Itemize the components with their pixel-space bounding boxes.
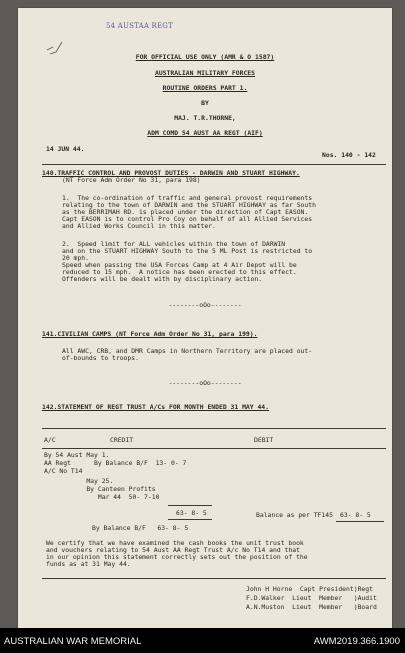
section-141-line: of-bounds to troops. bbox=[62, 354, 139, 362]
divider bbox=[42, 164, 386, 165]
section-140-p1-line: as the BERRIMAH RD. is placed under the direction of Capt EASON. bbox=[62, 208, 309, 216]
balance-label: Balance as per TF145 bbox=[256, 511, 333, 519]
table-header-rule bbox=[42, 448, 386, 449]
header-line-5: MAJ. T.R.THORNE, bbox=[174, 114, 236, 122]
column-debit: DEBIT bbox=[254, 436, 274, 444]
section-140-p2-line: 20 mph. bbox=[62, 254, 89, 262]
footer-institution: AUSTRALIAN WAR MEMORIAL bbox=[4, 636, 142, 647]
ledger-row: By 54 Aust May 1. bbox=[44, 451, 110, 459]
section-140-p2-line: and on the STUART HIGHWAY South to the 5 ML Post is restricted to bbox=[62, 247, 313, 255]
section-140-p1-line: 1. The co-ordination of traffic and general provost requirements bbox=[62, 194, 313, 202]
header-line-4: BY bbox=[201, 99, 209, 107]
ledger-row: Mar 44 50- 7-10 bbox=[44, 493, 160, 501]
header-line-6: ADM COMD 54 AUST AA REGT (AIF) bbox=[147, 129, 263, 137]
column-ac: A/C bbox=[44, 436, 56, 444]
header-line-1: FOR OFFICIAL USE ONLY (AMR & O 1587) bbox=[135, 53, 275, 61]
section-140-title: 140.TRAFFIC CONTROL AND PROVOST DUTIES - DARWIN AND STUART HIGHWAY. bbox=[42, 169, 300, 177]
header-line-2: AUSTRALIAN MILITARY FORCES bbox=[154, 69, 256, 77]
footer-accession-number: AWM2019.366.1900 bbox=[313, 636, 400, 647]
ledger-row: By Canteen Profits bbox=[44, 485, 156, 493]
section-140-reference: (NT Force Adm Order No 31, para 198) bbox=[62, 176, 201, 184]
section-141-title: 141.CIVILIAN CAMPS (NT Force Adm Order No 31, para 199). bbox=[42, 330, 258, 338]
section-142-title: 142.STATEMENT OF REGT TRUST A/Cs FOR MONTH ENDED 31 MAY 44. bbox=[42, 403, 270, 411]
section-140-p2-line: 2. Speed limit for ALL vehicles within the town of DARWIN bbox=[62, 240, 286, 248]
section-140-p1-line: Capt EASON is to control Pro Coy on behalf of all Allied Services bbox=[62, 215, 313, 223]
header-line-3: ROUTINE ORDERS PART 1. bbox=[162, 84, 248, 92]
subtotal-rule bbox=[168, 505, 212, 506]
signature-line: F.D.Walker Lieut Member )Audit bbox=[246, 594, 377, 602]
balance-bf: By Balance B/F 63- 8- 5 bbox=[92, 524, 189, 532]
signature-line: A.N.Muston Lieut Member )Board bbox=[246, 603, 377, 611]
credit-total: 63- 8- 5 bbox=[176, 509, 207, 517]
archive-footer bbox=[0, 628, 405, 653]
balance-rule bbox=[336, 521, 384, 522]
section-140-p1-line: and Allied Works Council in this matter. bbox=[62, 222, 216, 230]
section-140-p2-line: Speed when passing the USA Forces Camp at 4 Air Depot will be bbox=[62, 261, 297, 269]
ledger-row: AA Regt By Balance B/F 13- 0- 7 bbox=[44, 459, 187, 467]
certification-line: We certify that we have examined the cash books the unit trust book bbox=[46, 539, 304, 547]
order-date: 14 JUN 44. bbox=[46, 145, 85, 153]
section-separator: --------oOo-------- bbox=[168, 379, 242, 387]
signature-line: John H Horne Capt President)Regt bbox=[246, 585, 373, 593]
section-140-p2-line: reduced to 15 mph. A notice has been erected to this effect. bbox=[62, 268, 297, 276]
section-140-p2-line: Offenders will be dealt with by disciplinary action. bbox=[62, 275, 263, 283]
balance-amount: 63- 8- 5 bbox=[340, 511, 371, 519]
table-bottom-rule bbox=[42, 578, 386, 579]
certification-line: funds as at 31 May 44. bbox=[46, 560, 131, 568]
section-separator: --------oOo-------- bbox=[168, 301, 242, 309]
document-page bbox=[18, 8, 392, 628]
certification-line: in our opinion this statement correctly sets out the position of the bbox=[46, 553, 308, 561]
section-140-p1-line: relating to the town of DARWIN and the STUART HIGHWAY as far South bbox=[62, 201, 316, 209]
ledger-row: May 25. bbox=[44, 477, 114, 485]
ledger-row: A/C No T14 bbox=[44, 467, 83, 475]
handwritten-annotation: 54 AUSTAA REGT bbox=[106, 22, 173, 30]
certification-line: and vouchers relating to 54 Aust AA Regt Trust A/c No T14 and that bbox=[46, 546, 300, 554]
order-numbers: Nos. 140 - 142 bbox=[322, 151, 376, 159]
section-141-line: All AWC, CRB, and DMR Camps in Northern Territory are placed out- bbox=[62, 347, 313, 355]
table-top-rule bbox=[42, 428, 386, 429]
column-credit: CREDIT bbox=[110, 436, 134, 444]
total-rule bbox=[168, 519, 212, 520]
